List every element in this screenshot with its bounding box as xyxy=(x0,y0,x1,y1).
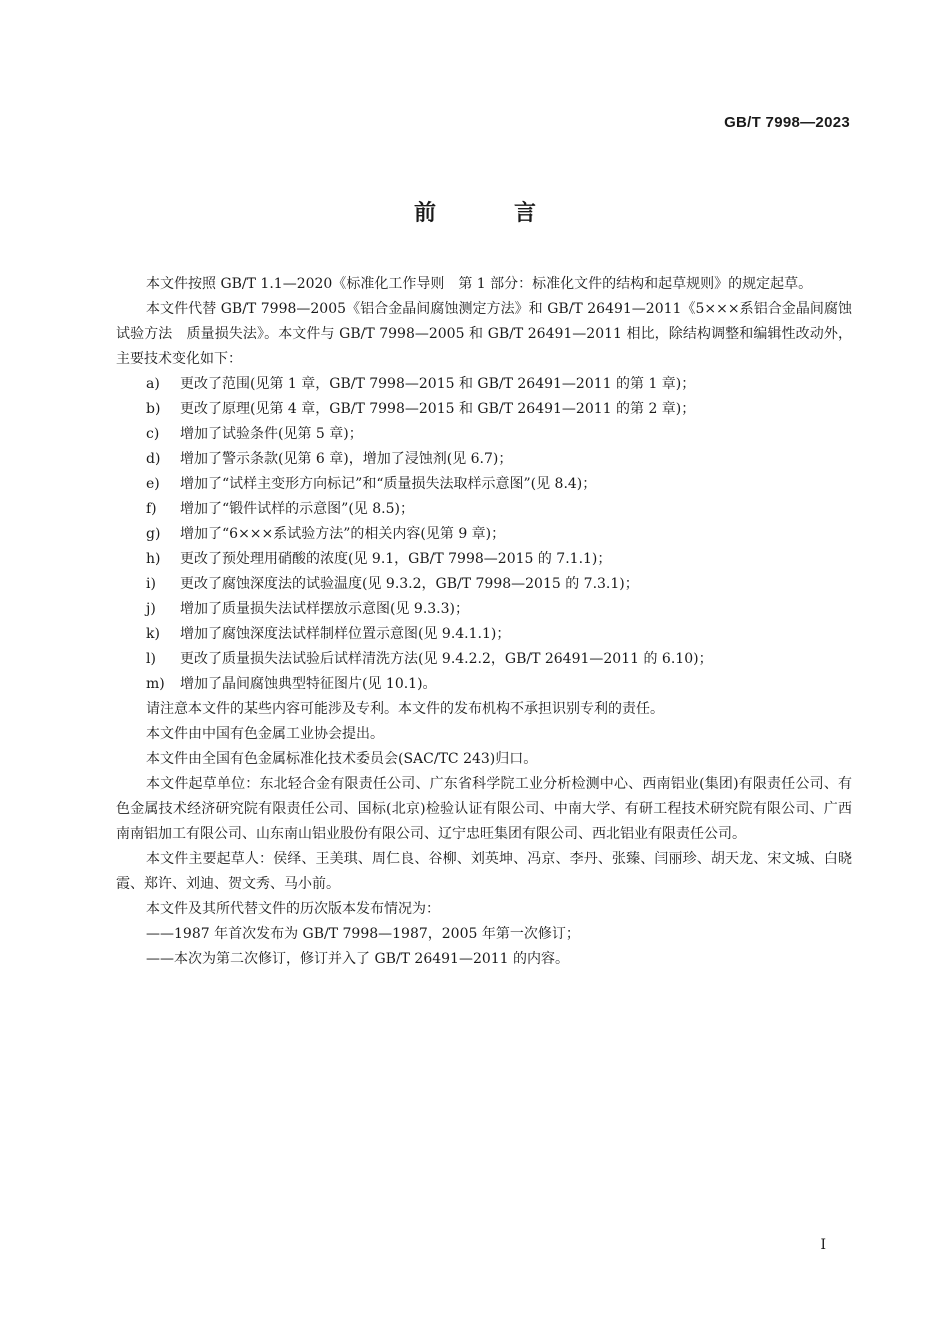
paragraph: 本文件由中国有色金属工业协会提出。 xyxy=(146,726,384,742)
list-text: 增加了警示条款(见第 6 章)，增加了浸蚀剂(见 6.7)； xyxy=(180,451,513,467)
list-marker: e) xyxy=(146,476,160,492)
page-title: 前 言 xyxy=(413,201,564,226)
list-item xyxy=(116,622,852,647)
list-marker: k) xyxy=(146,626,160,642)
list-marker: c) xyxy=(146,426,160,442)
list-text: 增加了“试样主变形方向标记”和“质量损失法取样示意图”(见 8.4)； xyxy=(180,476,597,492)
list-text: 更改了预处理用硝酸的浓度(见 9.1，GB/T 7998—2015 的 7.1.1)； xyxy=(180,551,612,567)
list-text: 更改了原理(见第 4 章，GB/T 7998—2015 和 GB/T 26491—2011 的第 2 章)； xyxy=(180,401,696,417)
paragraph: 本文件起草单位：东北轻合金有限责任公司、广东省科学院工业分析检测中心、西南铝业(集团)有限责任公司、有色金属技术经济研究院有限责任公司、国标(北京)检验认证有限公司、中南大学、有研工程技术研究院有限公司、广西南南铝加工有限公司、山东南山铝业股份有限公司、辽宁忠旺集团有限公司、西北铝业有限责任公司。 xyxy=(116,776,852,842)
list-marker: j) xyxy=(146,601,156,617)
version-history-item: ——本次为第二次修订，修订并入了 GB/T 26491—2011 的内容。 xyxy=(146,951,570,967)
list-item xyxy=(116,597,852,622)
list-item xyxy=(116,372,852,397)
list-text: 增加了“锻件试样的示意图”(见 8.5)； xyxy=(180,501,414,517)
list-marker: i) xyxy=(146,576,156,592)
paragraph: 请注意本文件的某些内容可能涉及专利。本文件的发布机构不承担识别专利的责任。 xyxy=(146,701,664,717)
version-history-item: ——1987 年首次发布为 GB/T 7998—1987，2005 年第一次修订； xyxy=(146,926,580,942)
list-text: 增加了晶间腐蚀典型特征图片(见 10.1)。 xyxy=(180,676,437,692)
change-list xyxy=(116,372,852,697)
standard-code: GB/T 7998—2023 xyxy=(724,114,850,131)
list-text: 更改了范围(见第 1 章，GB/T 7998—2015 和 GB/T 26491—2011 的第 1 章)； xyxy=(180,376,696,392)
list-item xyxy=(116,472,852,497)
list-marker: f) xyxy=(146,501,157,517)
list-text: 增加了试验条件(见第 5 章)； xyxy=(180,426,363,442)
list-marker: d) xyxy=(146,451,161,467)
list-item xyxy=(116,522,852,547)
list-marker: h) xyxy=(146,551,161,567)
list-marker: b) xyxy=(146,401,161,417)
list-marker: l) xyxy=(146,651,156,667)
list-text: 更改了腐蚀深度法的试验温度(见 9.3.2，GB/T 7998—2015 的 7.3.1)； xyxy=(180,576,639,592)
paragraph: 本文件按照 GB/T 1.1—2020《标准化工作导则 第 1 部分：标准化文件的结构和起草规则》的规定起草。 xyxy=(146,276,813,292)
paragraph: 本文件主要起草人：侯绎、王美琪、周仁良、谷柳、刘英坤、冯京、李丹、张臻、闫丽珍、胡天龙、宋文城、白晓霞、郑许、刘迪、贺文秀、马小前。 xyxy=(116,851,852,892)
list-text: 增加了“6×××系试验方法”的相关内容(见第 9 章)； xyxy=(180,526,506,542)
paragraph: 本文件及其所代替文件的历次版本发布情况为： xyxy=(146,901,440,917)
list-item xyxy=(116,672,852,697)
paragraph: 本文件由全国有色金属标准化技术委员会(SAC/TC 243)归口。 xyxy=(146,751,538,767)
list-item xyxy=(116,397,852,422)
list-item xyxy=(116,572,852,597)
list-item xyxy=(116,647,852,672)
document-body xyxy=(116,272,852,972)
paragraph: 本文件代替 GB/T 7998—2005《铝合金晶间腐蚀测定方法》和 GB/T 26491—2011《5×××系铝合金晶间腐蚀试验方法 质量损失法》。本文件与 GB/T 7998—2005 和 GB/T 26491—2011 相比，除结构调整和编辑性改动外，主要技术变化如下： xyxy=(116,301,852,367)
list-marker: g) xyxy=(146,526,161,542)
list-marker: a) xyxy=(146,376,160,392)
list-item xyxy=(116,547,852,572)
list-text: 更改了质量损失法试验后试样清洗方法(见 9.4.2.2，GB/T 26491—2011 的 6.10)； xyxy=(180,651,713,667)
list-item xyxy=(116,447,852,472)
page-number: I xyxy=(820,1237,826,1253)
list-item xyxy=(116,422,852,447)
list-text: 增加了质量损失法试样摆放示意图(见 9.3.3)； xyxy=(180,601,469,617)
list-marker: m) xyxy=(146,676,165,692)
list-item xyxy=(116,497,852,522)
list-text: 增加了腐蚀深度法试样制样位置示意图(见 9.4.1.1)； xyxy=(180,626,511,642)
